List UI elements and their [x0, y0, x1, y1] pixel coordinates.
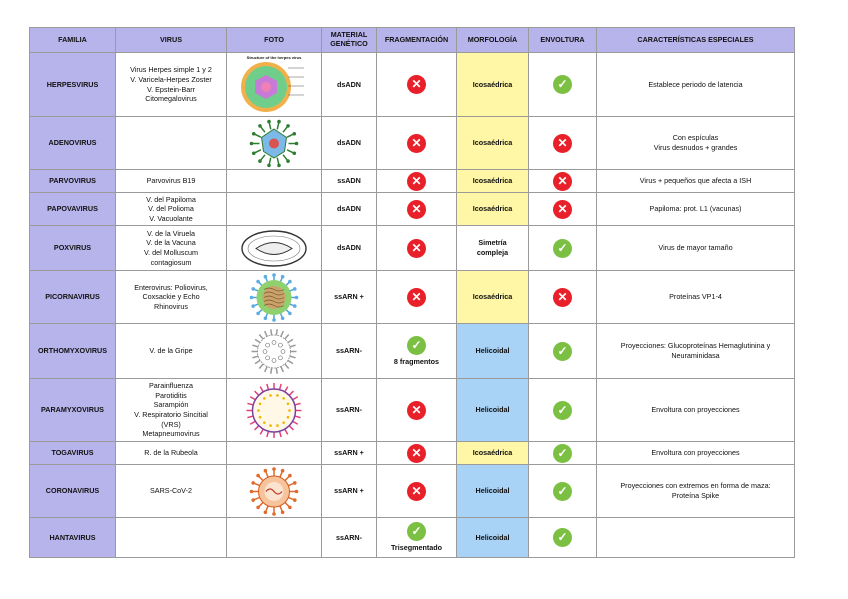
table-row — [30, 117, 795, 170]
cross-icon: ✕ — [407, 482, 426, 501]
fragmentacion-cell — [377, 117, 457, 170]
check-icon: ✓ — [407, 522, 426, 541]
familia-cell: ADENOVIRUS — [30, 117, 116, 170]
cross-icon: ✕ — [407, 172, 426, 191]
header-foto: FOTO — [227, 28, 322, 53]
photo-cell — [227, 324, 322, 379]
familia-cell: TOGAVIRUS — [30, 442, 116, 465]
header-virus: VIRUS — [116, 28, 227, 53]
familia-cell: PARAMYXOVIRUS — [30, 379, 116, 442]
familia-cell: PICORNAVIRUS — [30, 271, 116, 324]
material-cell: ssARN + — [322, 271, 377, 324]
familia-cell: HERPESVIRUS — [30, 53, 116, 117]
morfologia-cell: Icosaédrica — [457, 117, 529, 170]
photo-cell — [227, 442, 322, 465]
caracteristicas-cell: Envoltura con proyecciones — [597, 379, 795, 442]
table-row — [30, 53, 795, 117]
morfologia-cell: Icosaédrica — [457, 53, 529, 117]
virus-families-table — [29, 27, 795, 558]
fragmentacion-cell — [377, 53, 457, 117]
photo-cell — [227, 193, 322, 226]
familia-cell: PARVOVIRUS — [30, 170, 116, 193]
check-icon: ✓ — [553, 482, 572, 501]
picornavirus-diagram — [230, 273, 318, 322]
check-icon: ✓ — [553, 444, 572, 463]
fragmentacion-cell — [377, 379, 457, 442]
material-cell: ssARN + — [322, 442, 377, 465]
fragment-note: Trisegmentado — [390, 543, 443, 553]
photo-cell — [227, 53, 322, 117]
photo-caption: Structure of the herpes virus — [246, 55, 302, 60]
table-row — [30, 226, 795, 271]
familia-cell: PAPOVAVIRUS — [30, 193, 116, 226]
photo-cell — [227, 379, 322, 442]
envoltura-cell — [529, 117, 597, 170]
cross-icon: ✕ — [553, 172, 572, 191]
cross-icon: ✕ — [553, 288, 572, 307]
cross-icon: ✕ — [553, 200, 572, 219]
cross-icon: ✕ — [407, 444, 426, 463]
morfologia-cell: Simetría compleja — [457, 226, 529, 271]
cross-icon: ✕ — [407, 200, 426, 219]
header-row — [30, 28, 795, 53]
virus-cell: Parainfluenza Parotiditis Sarampión V. Respiratorio Sincitial (VRS) Metapneumovirus — [116, 379, 227, 442]
virus-cell: V. del Papiloma V. del Polioma V. Vacuolante — [116, 193, 227, 226]
adenovirus-diagram — [230, 119, 318, 168]
table-row — [30, 442, 795, 465]
header-fragmentacion: FRAGMENTACIÓN — [377, 28, 457, 53]
morfologia-cell: Icosaédrica — [457, 170, 529, 193]
envoltura-cell — [529, 170, 597, 193]
paramyxovirus-diagram — [230, 381, 318, 440]
caracteristicas-cell: Con espículas Virus desnudos + grandes — [597, 117, 795, 170]
fragmentacion-cell — [377, 193, 457, 226]
fragmentacion-cell — [377, 170, 457, 193]
herpes-diagram — [230, 60, 318, 114]
table-row — [30, 465, 795, 518]
fragmentacion-cell — [377, 271, 457, 324]
envoltura-cell — [529, 442, 597, 465]
table-row — [30, 271, 795, 324]
check-icon: ✓ — [553, 239, 572, 258]
morfologia-cell: Icosaédrica — [457, 271, 529, 324]
material-cell: dsADN — [322, 53, 377, 117]
morfologia-cell: Helicoidal — [457, 379, 529, 442]
caracteristicas-cell: Proyecciones: Glucoproteínas Hemaglutinina y Neuraminidasa — [597, 324, 795, 379]
material-cell: ssARN- — [322, 379, 377, 442]
virus-cell — [116, 117, 227, 170]
check-icon: ✓ — [407, 336, 426, 355]
photo-cell — [227, 117, 322, 170]
check-icon: ✓ — [553, 342, 572, 361]
material-cell: dsADN — [322, 193, 377, 226]
cross-icon: ✕ — [407, 239, 426, 258]
header-familia: FAMILIA — [30, 28, 116, 53]
envoltura-cell — [529, 271, 597, 324]
photo-cell — [227, 170, 322, 193]
header-material: MATERIAL GENÉTICO — [322, 28, 377, 53]
cross-icon: ✕ — [407, 401, 426, 420]
fragmentacion-cell — [377, 442, 457, 465]
envoltura-cell — [529, 518, 597, 558]
check-icon: ✓ — [553, 401, 572, 420]
caracteristicas-cell: Virus + pequeños que afecta a ISH — [597, 170, 795, 193]
cross-icon: ✕ — [407, 75, 426, 94]
morfologia-cell: Icosaédrica — [457, 193, 529, 226]
virus-cell: V. de la Gripe — [116, 324, 227, 379]
table-row — [30, 193, 795, 226]
material-cell: dsADN — [322, 226, 377, 271]
orthomyxovirus-diagram — [230, 326, 318, 377]
fragmentacion-cell — [377, 324, 457, 379]
envoltura-cell — [529, 53, 597, 117]
envoltura-cell — [529, 226, 597, 271]
morfologia-cell: Helicoidal — [457, 465, 529, 518]
envoltura-cell — [529, 324, 597, 379]
familia-cell: CORONAVIRUS — [30, 465, 116, 518]
envoltura-cell — [529, 379, 597, 442]
morfologia-cell: Icosaédrica — [457, 442, 529, 465]
virus-cell: Parvovirus B19 — [116, 170, 227, 193]
table-row — [30, 379, 795, 442]
material-cell: ssARN- — [322, 324, 377, 379]
photo-cell — [227, 518, 322, 558]
coronavirus-diagram — [230, 467, 318, 516]
photo-cell — [227, 226, 322, 271]
caracteristicas-cell: Envoltura con proyecciones — [597, 442, 795, 465]
header-envoltura: ENVOLTURA — [529, 28, 597, 53]
fragmentacion-cell — [377, 465, 457, 518]
cross-icon: ✕ — [553, 134, 572, 153]
caracteristicas-cell: Virus de mayor tamaño — [597, 226, 795, 271]
poxvirus-diagram — [230, 228, 318, 269]
cross-icon: ✕ — [407, 288, 426, 307]
table-row — [30, 170, 795, 193]
morfologia-cell: Helicoidal — [457, 324, 529, 379]
photo-cell — [227, 465, 322, 518]
virus-cell: SARS-CoV-2 — [116, 465, 227, 518]
envoltura-cell — [529, 465, 597, 518]
fragment-note: 8 fragmentos — [393, 356, 440, 366]
table-row — [30, 518, 795, 558]
caracteristicas-cell: Proteínas VP1-4 — [597, 271, 795, 324]
photo-cell — [227, 271, 322, 324]
material-cell: ssARN + — [322, 465, 377, 518]
header-morfologia: MORFOLOGÍA — [457, 28, 529, 53]
header-caracteristicas: CARACTERÍSTICAS ESPECIALES — [597, 28, 795, 53]
morfologia-cell: Helicoidal — [457, 518, 529, 558]
table-row — [30, 324, 795, 379]
familia-cell: POXVIRUS — [30, 226, 116, 271]
check-icon: ✓ — [553, 75, 572, 94]
familia-cell: ORTHOMYXOVIRUS — [30, 324, 116, 379]
fragmentacion-cell — [377, 518, 457, 558]
check-icon: ✓ — [553, 528, 572, 547]
virus-cell: Enterovirus: Poliovirus, Coxsackie y Echo Rhinovirus — [116, 271, 227, 324]
caracteristicas-cell: Establece periodo de latencia — [597, 53, 795, 117]
material-cell: ssADN — [322, 170, 377, 193]
material-cell: ssARN- — [322, 518, 377, 558]
virus-cell — [116, 518, 227, 558]
caracteristicas-cell: Papiloma: prot. L1 (vacunas) — [597, 193, 795, 226]
virus-cell: Virus Herpes simple 1 y 2 V. Varicela-Herpes Zoster V. Epstein-Barr Citomegalovirus — [116, 53, 227, 117]
caracteristicas-cell — [597, 518, 795, 558]
caracteristicas-cell: Proyecciones con extremos en forma de maza: Proteína Spike — [597, 465, 795, 518]
virus-cell: R. de la Rubeola — [116, 442, 227, 465]
familia-cell: HANTAVIRUS — [30, 518, 116, 558]
material-cell: dsADN — [322, 117, 377, 170]
cross-icon: ✕ — [407, 134, 426, 153]
fragmentacion-cell — [377, 226, 457, 271]
envoltura-cell — [529, 193, 597, 226]
virus-cell: V. de la Viruela V. de la Vacuna V. del Molluscum contagiosum — [116, 226, 227, 271]
